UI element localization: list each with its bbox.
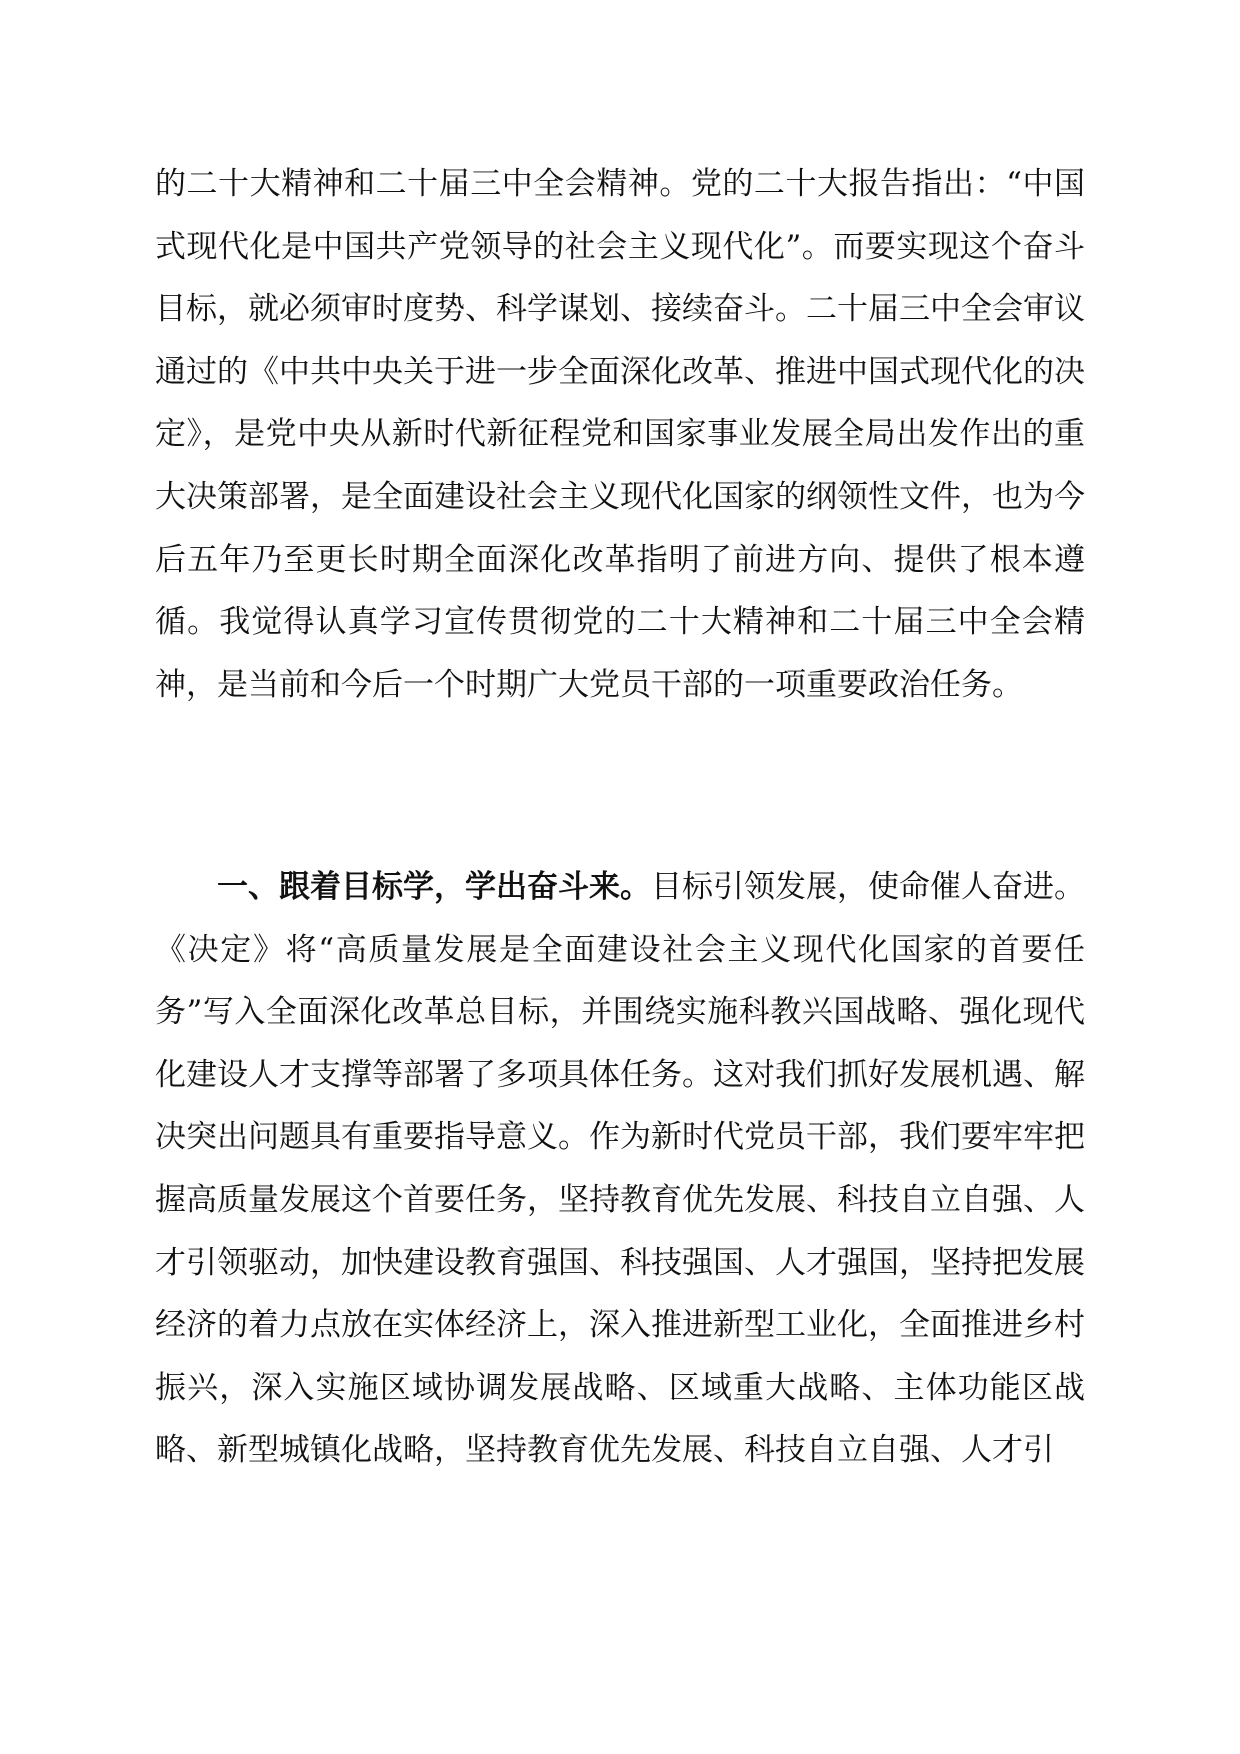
section-1-body: 目标引领发展，使命催人奋进。《决定》将“高质量发展是全面建设社会主义现代化国家的首要任务”写入全面深化改革总目标，并围绕实施科教兴国战略、强化现代化建设人才支撑等部署了多项具体任务。这对我们抓好发展机遇、解决突出问题具有重要指导意义。作为新时代党员干部，我们要牢牢把握高质量发展这个首要任务，坚持教育优先发展、科技自立自强、人才引领驱动，加快建设教育强国、科技强国、人才强国，坚持把发展经济的着力点放在实体经济上，深入推进新型工业化，全面推进乡村振兴，深入实施区域协调发展战略、区域重大战略、主体功能区战略、新型城镇化战略，坚持教育优先发展、科技自立自强、人才引 (155, 869, 1085, 1469)
section-1-text (155, 856, 1085, 1482)
section-1-heading: 一、跟着目标学，学出奋斗来。 (217, 869, 651, 905)
section-1-paragraph (155, 856, 1085, 1482)
intro-paragraph-text: 的二十大精神和二十届三中全会精神。党的二十大报告指出：“中国式现代化是中国共产党领导的社会主义现代化”。而要实现这个奋斗目标，就必须审时度势、科学谋划、接续奋斗。二十届三中全会审议通过的《中共中央关于进一步全面深化改革、推进中国式现代化的决定》，是党中央从新时代新征程党和国家事业发展全局出发作出的重大决策部署，是全面建设社会主义现代化国家的纲领性文件，也为今后五年乃至更长时期全面深化改革指明了前进方向、提供了根本遵循。我觉得认真学习宣传贯彻党的二十大精神和二十届三中全会精神，是当前和今后一个时期广大党员干部的一项重要政治任务。 (155, 166, 1085, 703)
intro-paragraph (155, 153, 1085, 716)
